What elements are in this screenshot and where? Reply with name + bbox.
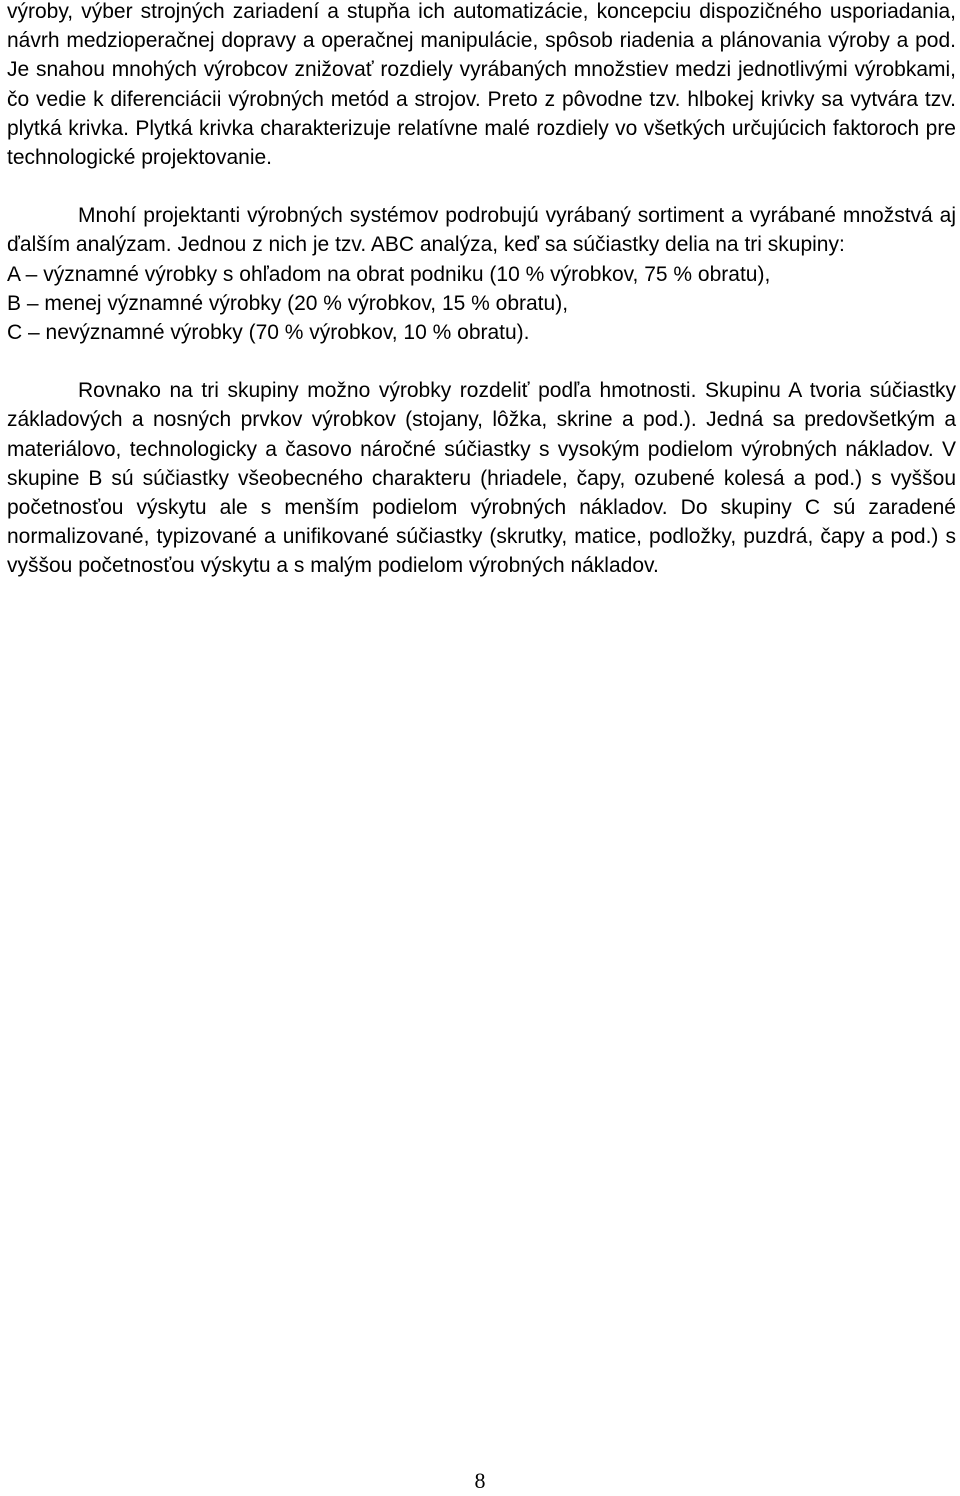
- paragraph-spacer: [7, 172, 956, 201]
- page-number: 8: [474, 1468, 486, 1493]
- paragraph-abc-analysis-intro: Mnohí projektanti výrobných systémov podrobujú vyrábaný sortiment a vyrábané množstvá aj ďalším analýzam. Jednou z nich je tzv. ABC analýza, keď sa súčiastky delia na tri skupiny:: [7, 204, 956, 257]
- list-item-group-a: A – významné výrobky s ohľadom na obrat podniku (10 % výrobkov, 75 % obratu),: [7, 262, 771, 286]
- abc-group-list: [7, 260, 956, 348]
- paragraph-spacer: [7, 347, 956, 376]
- paragraph-weight-groups: Rovnako na tri skupiny možno výrobky rozdeliť podľa hmotnosti. Skupinu A tvoria súčiastky základových a nosných prvkov výrobkov (stojany, lôžka, skrine a pod.). Jedná sa predovšetkým a materiálovo, technologicky a časovo náročné súčiastky s vysokým podielom výrobných nákladov. V skupine B sú súčiastky všeobecného charakteru (hriadele, čapy, ozubené kolesá a pod.) s vyššou početnosťou výskytu ale s menším podielom výrobných nákladov. Do skupiny C sú zaradené normalizované, typizované a unifikované súčiastky (skrutky, matice, podložky, puzdrá, čapy a pod.) s vyššou početnosťou výskytu a s malým podielom výrobných nákladov.: [7, 379, 956, 578]
- list-item-group-c: C – nevýznamné výrobky (70 % výrobkov, 10 % obratu).: [7, 321, 530, 345]
- paragraph-production-analysis: výroby, výber strojných zariadení a stupňa ich automatizácie, koncepciu dispozičného usporiadania, návrh medzioperačnej dopravy a operačnej manipulácie, spôsob riadenia a plánovania výroby a pod. Je snahou mnohých výrobcov znižovať rozdiely vyrábaných množstiev medzi jednotlivými výrobkami, čo vedie k diferenciácii výrobných metód a strojov. Preto z pôvodne tzv. hlbokej krivky sa vytvára tzv. plytká krivka. Plytká krivka charakterizuje relatívne malé rozdiely vo všetkých určujúcich faktoroch pre technologické projektovanie.: [7, 0, 956, 170]
- document-page: [7, 0, 956, 581]
- list-item-group-b: B – menej významné výrobky (20 % výrobkov, 15 % obratu),: [7, 291, 569, 315]
